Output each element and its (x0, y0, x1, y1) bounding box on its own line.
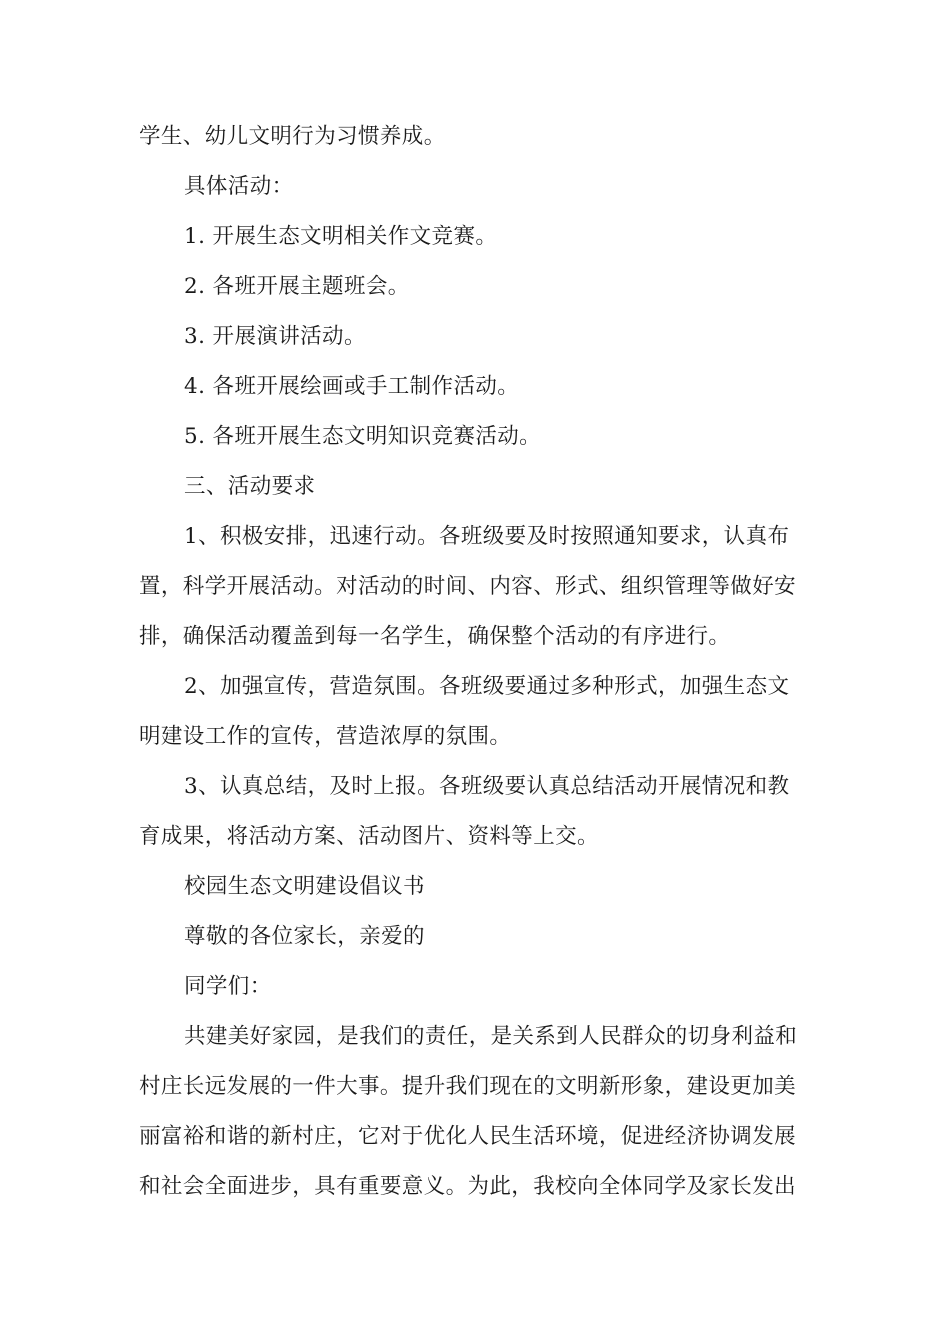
list-item: 2. 各班开展主题班会。 (184, 274, 410, 299)
list-item: 4. 各班开展绘画或手工制作活动。 (184, 374, 520, 399)
list-item: 1. 开展生态文明相关作文竞赛。 (184, 224, 498, 249)
text-line: 置，科学开展活动。对活动的时间、内容、形式、组织管理等做好安 (139, 574, 797, 599)
text-line: 和社会全面进步，具有重要意义。为此，我校向全体同学及家长发出 (139, 1174, 797, 1199)
text-line: 村庄长远发展的一件大事。提升我们现在的文明新形象，建设更加美 (139, 1074, 797, 1099)
salutation: 尊敬的各位家长，亲爱的 (184, 924, 425, 949)
salutation: 同学们： (184, 974, 272, 999)
text-line: 共建美好家园，是我们的责任，是关系到人民群众的切身利益和 (184, 1024, 798, 1049)
text-line: 3、认真总结，及时上报。各班级要认真总结活动开展情况和教 (184, 774, 790, 799)
text-line: 丽富裕和谐的新村庄，它对于优化人民生活环境，促进经济协调发展 (139, 1124, 797, 1149)
text-line: 2、加强宣传，营造氛围。各班级要通过多种形式，加强生态文 (184, 674, 790, 699)
text-line: 排，确保活动覆盖到每一名学生，确保整个活动的有序进行。 (139, 624, 731, 649)
text-line: 1、积极安排，迅速行动。各班级要及时按照通知要求，认真布 (184, 524, 790, 549)
document-body (139, 112, 829, 1212)
text-line: 育成果，将活动方案、活动图片、资料等上交。 (139, 824, 599, 849)
text-line: 明建设工作的宣传，营造浓厚的氛围。 (139, 724, 512, 749)
document-subtitle: 校园生态文明建设倡议书 (184, 874, 425, 899)
section-heading: 三、活动要求 (184, 474, 316, 499)
list-item: 3. 开展演讲活动。 (184, 324, 366, 349)
text-line: 具体活动： (184, 174, 294, 199)
list-item: 5. 各班开展生态文明知识竞赛活动。 (184, 424, 542, 449)
text-line: 学生、幼儿文明行为习惯养成。 (139, 124, 446, 149)
